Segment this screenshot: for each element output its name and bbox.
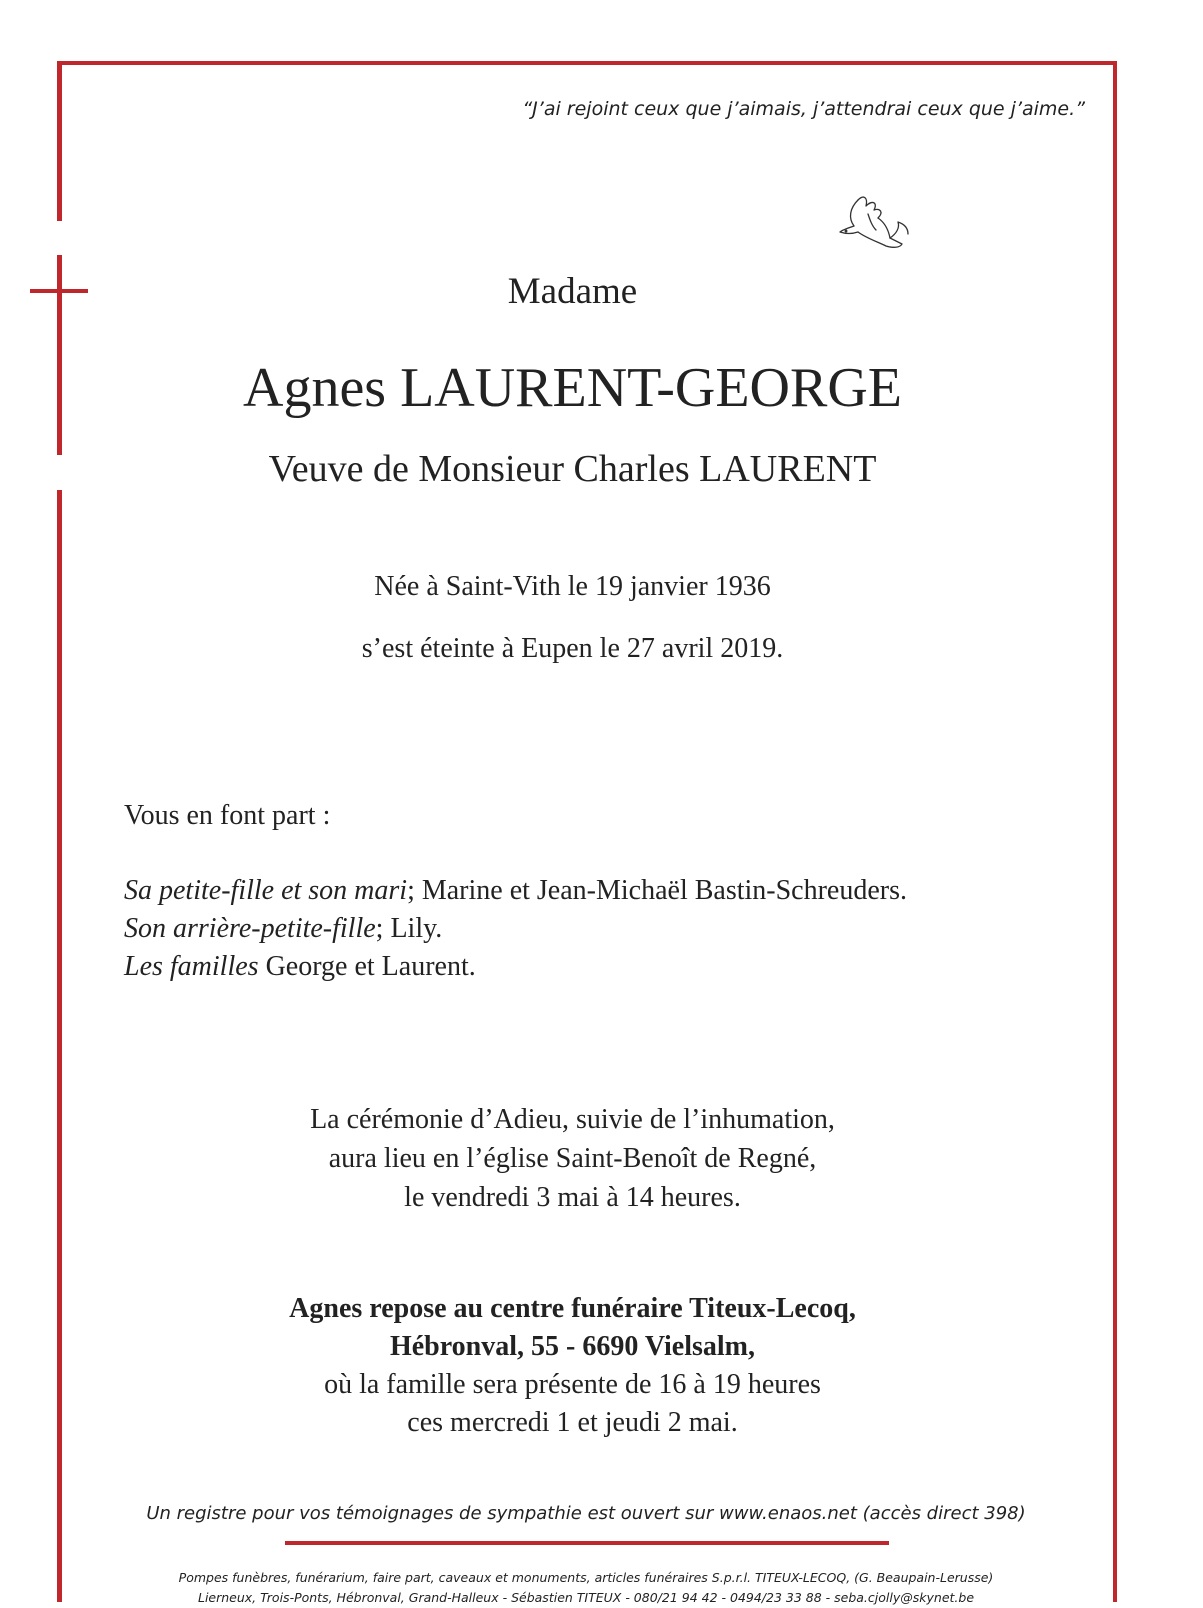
family-relation: Son arrière-petite-fille: [124, 913, 376, 944]
repose-location: Agnes repose au centre funéraire Titeux-Lecoq,: [289, 1293, 856, 1324]
frame-left-border-top: [57, 61, 62, 221]
birth-line: Née à Saint-Vith le 19 janvier 1936: [374, 571, 771, 602]
family-relation: Sa petite-fille et son mari: [124, 875, 408, 906]
footer-divider: [285, 1541, 889, 1545]
funeral-home-footer: [0, 1568, 1172, 1608]
footer-line: Lierneux, Trois-Ponts, Hébronval, Grand-Halleux - Sébastien TITEUX - 080/21 94 42 - 0494/23 33 88 - seba.cjolly@skynet.be: [197, 1590, 975, 1605]
ceremony-line: La cérémonie d’Adieu, suivie de l’inhumation,: [310, 1104, 835, 1135]
footer-line: Pompes funèbres, funérarium, faire part, caveaux et monuments, articles funéraires S.p.r.l. TITEUX-LECOQ, (G. Beaupain-Lerusse): [178, 1570, 994, 1585]
family-item: [124, 948, 907, 986]
ceremony-details: [0, 1100, 1145, 1217]
ceremony-line: le vendredi 3 mai à 14 heures.: [404, 1182, 741, 1213]
family-item: [124, 872, 907, 910]
repose-details: [0, 1290, 1145, 1442]
family-list: [124, 872, 907, 986]
family-names: George et Laurent.: [258, 951, 476, 982]
family-relation: Les familles: [124, 951, 259, 982]
repose-address: Hébronval, 55 - 6690 Vielsalm,: [389, 1331, 756, 1362]
condolence-register-note: Un registre pour vos témoignages de sympathie est ouvert sur www.enaos.net (accès direct 398): [146, 1503, 1026, 1524]
announcement: Vous en font part :: [124, 800, 331, 831]
family-names: ; Lily.: [375, 913, 443, 944]
deceased-name: Agnes LAURENT-GEORGE: [243, 357, 902, 419]
widow-of: Veuve de Monsieur Charles LAURENT: [268, 448, 877, 490]
honorific: Madame: [507, 271, 638, 312]
death-line: s’est éteinte à Eupen le 27 avril 2019.: [361, 633, 784, 664]
ceremony-line: aura lieu en l’église Saint-Benoît de Regné,: [328, 1143, 817, 1174]
dove-icon: [838, 188, 914, 258]
family-item: [124, 910, 907, 948]
frame-top-border: [57, 61, 1117, 65]
visiting-days: ces mercredi 1 et jeudi 2 mai.: [407, 1407, 738, 1438]
visiting-hours: où la famille sera présente de 16 à 19 heures: [324, 1369, 821, 1400]
family-names: ; Marine et Jean-Michaël Bastin-Schreuders.: [407, 875, 908, 906]
epitaph-quote: “J’ai rejoint ceux que j’aimais, j’attendrai ceux que j’aime.”: [522, 98, 1085, 120]
